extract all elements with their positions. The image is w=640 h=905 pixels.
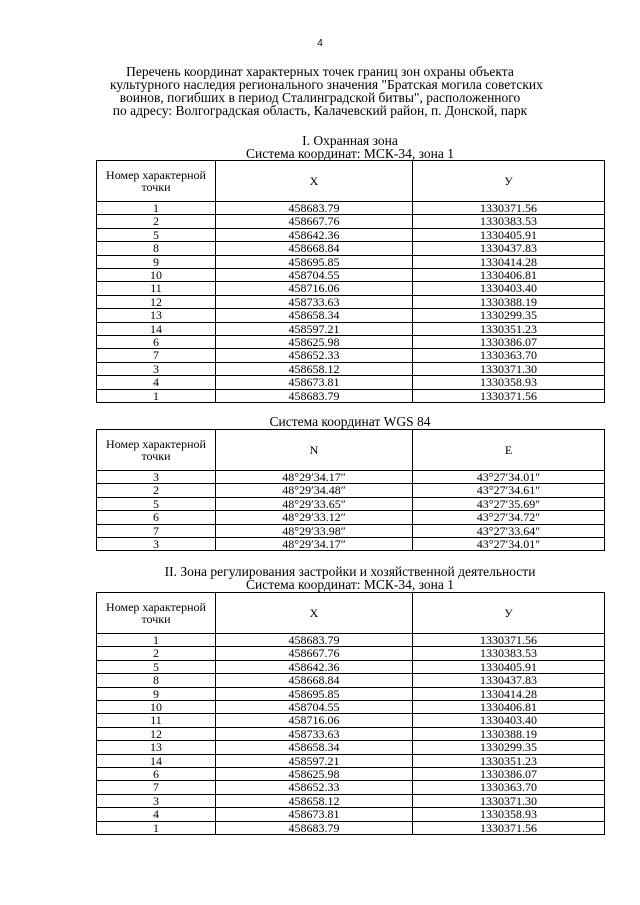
x-coordinate-cell: 458733.63 bbox=[216, 295, 413, 308]
table-row bbox=[97, 714, 605, 727]
table-row bbox=[97, 336, 605, 349]
x-coordinate-cell: 48°29′34.48″ bbox=[216, 484, 413, 497]
x-coordinate-cell: 458695.85 bbox=[216, 255, 413, 268]
x-column-header: Х bbox=[216, 593, 413, 634]
y-coordinate-cell: 1330363.70 bbox=[413, 781, 605, 794]
y-coordinate-cell: 43°27′33.64″ bbox=[413, 524, 605, 537]
x-coordinate-cell: 458683.79 bbox=[216, 202, 413, 215]
x-coordinate-cell: 458683.79 bbox=[216, 821, 413, 834]
title-line: по адресу: Волгоградская область, Калачевский район, п. Донской, парк bbox=[112, 103, 528, 118]
y-coordinate-cell: 43°27′34.72″ bbox=[413, 511, 605, 524]
point-number-cell: 12 bbox=[97, 295, 216, 308]
y-coordinate-cell: 1330371.56 bbox=[413, 202, 605, 215]
x-coordinate-cell: 458625.98 bbox=[216, 336, 413, 349]
x-coordinate-cell: 458716.06 bbox=[216, 714, 413, 727]
table-row bbox=[97, 524, 605, 537]
x-coordinate-cell: 458658.34 bbox=[216, 741, 413, 754]
y-coordinate-cell: 43°27′34.01″ bbox=[413, 538, 605, 551]
x-coordinate-cell: 458642.36 bbox=[216, 660, 413, 673]
section2-heading bbox=[96, 565, 604, 591]
x-coordinate-cell: 458673.81 bbox=[216, 376, 413, 389]
x-coordinate-cell: 458625.98 bbox=[216, 768, 413, 781]
y-coordinate-cell: 1330437.83 bbox=[413, 674, 605, 687]
x-coordinate-cell: 458704.55 bbox=[216, 269, 413, 282]
x-coordinate-cell: 458597.21 bbox=[216, 322, 413, 335]
point-number-cell: 3 bbox=[97, 794, 216, 807]
x-coordinate-cell: 458642.36 bbox=[216, 228, 413, 241]
x-coordinate-cell: 458673.81 bbox=[216, 808, 413, 821]
table-row bbox=[97, 687, 605, 700]
point-number-cell: 6 bbox=[97, 336, 216, 349]
x-column-header: Х bbox=[216, 161, 413, 202]
x-coordinate-cell: 458668.84 bbox=[216, 674, 413, 687]
point-number-cell: 6 bbox=[97, 511, 216, 524]
y-coordinate-cell: 1330351.23 bbox=[413, 322, 605, 335]
point-number-cell: 7 bbox=[97, 524, 216, 537]
table-row bbox=[97, 497, 605, 510]
x-coordinate-cell: 48°29′33.98″ bbox=[216, 524, 413, 537]
y-coordinate-cell: 1330406.81 bbox=[413, 269, 605, 282]
page-number: 4 bbox=[317, 38, 323, 49]
x-coordinate-cell: 458597.21 bbox=[216, 754, 413, 767]
coordinate-system-label: Система координат: МСК-34, зона 1 bbox=[246, 577, 454, 592]
point-number-header: Номер характерной точки bbox=[97, 161, 216, 202]
x-coordinate-cell: 458668.84 bbox=[216, 242, 413, 255]
point-number-cell: 1 bbox=[97, 389, 216, 402]
table-row bbox=[97, 376, 605, 389]
y-coordinate-cell: 1330437.83 bbox=[413, 242, 605, 255]
x-coordinate-cell: 458704.55 bbox=[216, 701, 413, 714]
table-row bbox=[97, 269, 605, 282]
point-number-cell: 9 bbox=[97, 687, 216, 700]
y-coordinate-cell: 1330414.28 bbox=[413, 255, 605, 268]
x-coordinate-cell: 48°29′33.12″ bbox=[216, 511, 413, 524]
title-line: культурного наследия регионального значения "Братская могила советских bbox=[110, 77, 543, 92]
table-row bbox=[97, 821, 605, 834]
y-coordinate-cell: 1330371.30 bbox=[413, 794, 605, 807]
point-number-cell: 2 bbox=[97, 215, 216, 228]
y-coordinate-cell: 1330358.93 bbox=[413, 376, 605, 389]
table-row bbox=[97, 768, 605, 781]
point-number-cell: 3 bbox=[97, 471, 216, 484]
table-row bbox=[97, 538, 605, 551]
y-coordinate-cell: 1330383.53 bbox=[413, 647, 605, 660]
x-coordinate-cell: 48°29′33.65″ bbox=[216, 497, 413, 510]
x-coordinate-cell: 458652.33 bbox=[216, 349, 413, 362]
point-number-cell: 12 bbox=[97, 727, 216, 740]
table-row bbox=[97, 754, 605, 767]
y-column-header: У bbox=[413, 161, 605, 202]
section1-coords-table bbox=[96, 160, 605, 403]
x-coordinate-cell: 458658.12 bbox=[216, 794, 413, 807]
point-number-cell: 3 bbox=[97, 538, 216, 551]
point-number-cell: 1 bbox=[97, 202, 216, 215]
x-coordinate-cell: 458716.06 bbox=[216, 282, 413, 295]
document-title bbox=[110, 64, 543, 118]
point-number-cell: 5 bbox=[97, 660, 216, 673]
x-coordinate-cell: 48°29′34.17″ bbox=[216, 538, 413, 551]
point-number-cell: 14 bbox=[97, 754, 216, 767]
point-number-cell: 11 bbox=[97, 282, 216, 295]
table-row bbox=[97, 255, 605, 268]
x-coordinate-cell: 458695.85 bbox=[216, 687, 413, 700]
point-number-header: Номер характерной точки bbox=[97, 430, 216, 471]
point-number-cell: 2 bbox=[97, 484, 216, 497]
table-row bbox=[97, 484, 605, 497]
y-coordinate-cell: 1330403.40 bbox=[413, 714, 605, 727]
section1-heading bbox=[96, 134, 604, 160]
y-coordinate-cell: 1330371.30 bbox=[413, 362, 605, 375]
y-coordinate-cell: 1330414.28 bbox=[413, 687, 605, 700]
point-number-cell: 8 bbox=[97, 242, 216, 255]
table-row bbox=[97, 727, 605, 740]
point-number-cell: 8 bbox=[97, 674, 216, 687]
point-number-cell: 13 bbox=[97, 741, 216, 754]
x-coordinate-cell: 458658.12 bbox=[216, 362, 413, 375]
title-line: воинов, погибших в период Сталинградской битвы", расположенного bbox=[119, 90, 521, 105]
point-number-cell: 9 bbox=[97, 255, 216, 268]
table-header-row bbox=[97, 593, 605, 634]
x-coordinate-cell: 458683.79 bbox=[216, 389, 413, 402]
y-column-header: У bbox=[413, 593, 605, 634]
wgs84-coords-table bbox=[96, 429, 605, 551]
point-number-cell: 5 bbox=[97, 228, 216, 241]
point-number-header: Номер характерной точки bbox=[97, 593, 216, 634]
section2-coords-table bbox=[96, 592, 605, 835]
wgs84-heading bbox=[96, 415, 604, 428]
table-header-row bbox=[97, 161, 605, 202]
table-row bbox=[97, 701, 605, 714]
y-coordinate-cell: 1330405.91 bbox=[413, 660, 605, 673]
y-coordinate-cell: 1330403.40 bbox=[413, 282, 605, 295]
point-number-cell: 1 bbox=[97, 821, 216, 834]
y-coordinate-cell: 43°27′34.01″ bbox=[413, 471, 605, 484]
table-row bbox=[97, 471, 605, 484]
y-coordinate-cell: 1330299.35 bbox=[413, 741, 605, 754]
table-row bbox=[97, 808, 605, 821]
table-row bbox=[97, 228, 605, 241]
x-coordinate-cell: 458652.33 bbox=[216, 781, 413, 794]
x-coordinate-cell: 458683.79 bbox=[216, 634, 413, 647]
y-coordinate-cell: 1330383.53 bbox=[413, 215, 605, 228]
y-coordinate-cell: 1330351.23 bbox=[413, 754, 605, 767]
table-row bbox=[97, 674, 605, 687]
point-number-cell: 6 bbox=[97, 768, 216, 781]
table-row bbox=[97, 362, 605, 375]
table-row bbox=[97, 634, 605, 647]
table-row bbox=[97, 322, 605, 335]
title-line: Перечень координат характерных точек границ зон охраны объекта bbox=[126, 64, 514, 79]
y-coordinate-cell: 1330386.07 bbox=[413, 336, 605, 349]
y-coordinate-cell: 1330386.07 bbox=[413, 768, 605, 781]
table-row bbox=[97, 647, 605, 660]
table-row bbox=[97, 309, 605, 322]
point-number-cell: 11 bbox=[97, 714, 216, 727]
section-title: I. Охранная зона bbox=[302, 133, 398, 148]
table-row bbox=[97, 349, 605, 362]
y-coordinate-cell: 43°27′35.69″ bbox=[413, 497, 605, 510]
table-row bbox=[97, 202, 605, 215]
point-number-cell: 2 bbox=[97, 647, 216, 660]
point-number-cell: 13 bbox=[97, 309, 216, 322]
y-coordinate-cell: 1330371.56 bbox=[413, 634, 605, 647]
x-coordinate-cell: 458658.34 bbox=[216, 309, 413, 322]
table-header-row bbox=[97, 430, 605, 471]
point-number-cell: 7 bbox=[97, 781, 216, 794]
section-title: II. Зона регулирования застройки и хозяйственной деятельности bbox=[164, 564, 536, 579]
table-row bbox=[97, 282, 605, 295]
coordinate-system-label: Система координат: МСК-34, зона 1 bbox=[246, 146, 454, 161]
y-coordinate-cell: 1330406.81 bbox=[413, 701, 605, 714]
point-number-cell: 4 bbox=[97, 376, 216, 389]
point-number-cell: 7 bbox=[97, 349, 216, 362]
x-coordinate-cell: 458667.76 bbox=[216, 647, 413, 660]
y-coordinate-cell: 1330388.19 bbox=[413, 727, 605, 740]
x-coordinate-cell: 458733.63 bbox=[216, 727, 413, 740]
point-number-cell: 4 bbox=[97, 808, 216, 821]
x-column-header: N bbox=[216, 430, 413, 471]
x-coordinate-cell: 458667.76 bbox=[216, 215, 413, 228]
x-coordinate-cell: 48°29′34.17″ bbox=[216, 471, 413, 484]
y-coordinate-cell: 1330363.70 bbox=[413, 349, 605, 362]
table-row bbox=[97, 511, 605, 524]
table-row bbox=[97, 781, 605, 794]
coordinate-system-label: Система координат WGS 84 bbox=[269, 414, 431, 429]
point-number-cell: 3 bbox=[97, 362, 216, 375]
y-coordinate-cell: 1330358.93 bbox=[413, 808, 605, 821]
point-number-cell: 10 bbox=[97, 269, 216, 282]
table-row bbox=[97, 794, 605, 807]
y-column-header: E bbox=[413, 430, 605, 471]
point-number-cell: 10 bbox=[97, 701, 216, 714]
point-number-cell: 5 bbox=[97, 497, 216, 510]
y-coordinate-cell: 1330299.35 bbox=[413, 309, 605, 322]
y-coordinate-cell: 1330388.19 bbox=[413, 295, 605, 308]
y-coordinate-cell: 1330405.91 bbox=[413, 228, 605, 241]
y-coordinate-cell: 1330371.56 bbox=[413, 821, 605, 834]
table-row bbox=[97, 295, 605, 308]
point-number-cell: 14 bbox=[97, 322, 216, 335]
table-row bbox=[97, 389, 605, 402]
y-coordinate-cell: 43°27′34.61″ bbox=[413, 484, 605, 497]
table-row bbox=[97, 741, 605, 754]
table-row bbox=[97, 660, 605, 673]
point-number-cell: 1 bbox=[97, 634, 216, 647]
table-row bbox=[97, 242, 605, 255]
table-row bbox=[97, 215, 605, 228]
y-coordinate-cell: 1330371.56 bbox=[413, 389, 605, 402]
